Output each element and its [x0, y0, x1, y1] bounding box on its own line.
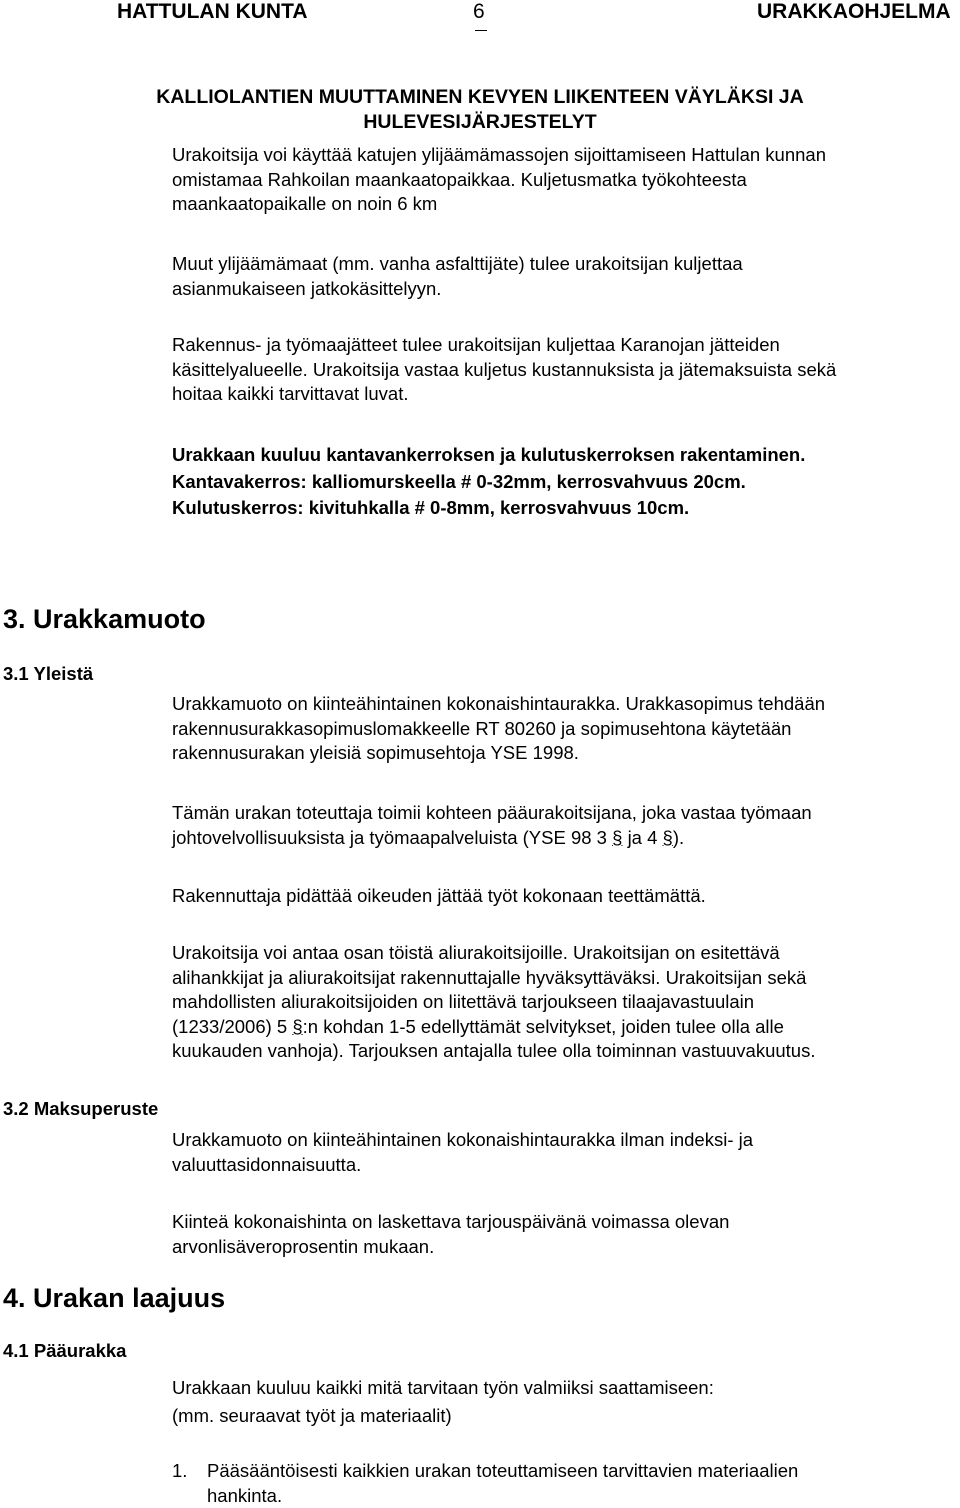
- text-segment: ja 4: [627, 826, 658, 848]
- text-line: maankaatopaikalle on noin 6 km: [172, 193, 438, 215]
- section-sign: §: [612, 826, 623, 848]
- page-number-underline: [475, 30, 487, 31]
- section-sign: §: [662, 826, 673, 848]
- text-line: Urakkamuoto on kiinteähintainen kokonaishintaurakka ilman indeksi- ja: [172, 1129, 754, 1150]
- text-line: valuuttasidonnaisuutta.: [172, 1153, 362, 1175]
- text-line: Kantavakerros: kalliomurskeella # 0-32mm, kerrosvahvuus 20cm.: [172, 470, 746, 492]
- page-number: 6: [473, 0, 485, 23]
- section-sign: §: [292, 1015, 303, 1037]
- paragraph-payment-basis: [172, 1128, 753, 1177]
- text-line: mahdollisten aliurakoitsijoiden on liitettävä tarjoukseen tilaajavastuulain: [172, 991, 755, 1013]
- text-line: käsittelyalueelle. Urakoitsija vastaa kuljetus kustannuksista ja jätemaksuista sekä: [172, 358, 837, 380]
- text-line: kuukauden vanhoja). Tarjouksen antajalla tulee olla toiminnan vastuuvakuutus.: [172, 1040, 816, 1062]
- text-line: Kiinteä kokonaishinta on laskettava tarjouspäivänä voimassa olevan: [172, 1211, 730, 1232]
- text-line: rakennusurakkasopimuslomakkeelle RT 80260 ja sopimusehtona käytetään: [172, 717, 792, 739]
- text-line: Rakennus- ja työmaajätteet tulee urakoitsijan kuljettaa Karanojan jätteiden: [172, 334, 780, 355]
- list-item-number: 1.: [172, 1460, 188, 1481]
- text-segment: johtovelvollisuuksista ja työmaapalveluista (YSE 98 3: [172, 826, 607, 848]
- header-left: HATTULAN KUNTA: [117, 0, 308, 23]
- text-line: Tämän urakan toteuttaja toimii kohteen pääurakoitsijana, joka vastaa työmaan: [172, 802, 812, 823]
- heading-section-3-1: 3.1 Yleistä: [3, 663, 94, 684]
- list-item: [207, 1459, 798, 1508]
- heading-section-3-2: 3.2 Maksuperuste: [3, 1098, 159, 1119]
- text-segment: ).: [672, 826, 685, 848]
- text-segment: :n kohdan 1-5 edellyttämät selvitykset, joiden tulee olla alle: [302, 1015, 784, 1037]
- document-title-line1: KALLIOLANTIEN MUUTTAMINEN KEVYEN LIIKENTEEN VÄYLÄKSI JA: [156, 86, 804, 108]
- text-line: rakennusurakan yleisiä sopimusehtoja YSE 1998.: [172, 742, 579, 764]
- text-line: [172, 826, 812, 851]
- text-line: Urakkaan kuuluu kaikki mitä tarvitaan työn valmiiksi saattamiseen:: [172, 1377, 714, 1398]
- text-line: Muut ylijäämämaat (mm. vanha asfalttijäte) tulee urakoitsijan kuljettaa: [172, 253, 743, 274]
- text-line: Urakkaan kuuluu kantavankerroksen ja kulutuskerroksen rakentaminen.: [172, 444, 806, 465]
- header-right: URAKKAOHJELMA: [757, 0, 951, 23]
- paragraph-vat: [172, 1210, 729, 1259]
- text-line: hankinta.: [207, 1484, 283, 1506]
- heading-section-4: 4. Urakan laajuus: [3, 1283, 226, 1313]
- heading-section-3: 3. Urakkamuoto: [3, 604, 206, 634]
- paragraph-construction-waste: [172, 333, 836, 407]
- paragraph-subcontractors: [172, 941, 815, 1064]
- text-line: Pääsääntöisesti kaikkien urakan toteuttamiseen tarvittavien materiaalien: [207, 1460, 799, 1481]
- heading-section-4-1: 4.1 Pääurakka: [3, 1340, 127, 1361]
- document-title-line2: HULEVESIJÄRJESTELYT: [363, 111, 597, 133]
- paragraph-layers: [172, 442, 805, 522]
- text-line: asianmukaiseen jatkokäsittelyyn.: [172, 277, 442, 299]
- text-line: Urakkamuoto on kiinteähintainen kokonaishintaurakka. Urakkasopimus tehdään: [172, 693, 826, 714]
- text-line: arvonlisäveroprosentin mukaan.: [172, 1235, 435, 1257]
- text-segment: (1233/2006) 5: [172, 1015, 288, 1037]
- text-line: Urakoitsija voi antaa osan töistä aliurakoitsijoille. Urakoitsijan on esitettävä: [172, 942, 780, 963]
- text-line: alihankkijat ja aliurakoitsijat rakennuttajalle hyväksyttäväksi. Urakoitsijan sekä: [172, 966, 807, 988]
- paragraph-scope: [172, 1374, 714, 1430]
- paragraph-surplus-soil: [172, 252, 743, 301]
- text-line: hoitaa kaikki tarvittavat luvat.: [172, 383, 409, 405]
- paragraph-main-contractor: [172, 801, 812, 850]
- paragraph-client-rights: [172, 884, 706, 909]
- text-line: omistamaa Rahkoilan maankaatopaikkaa. Kuljetusmatka työkohteesta: [172, 168, 747, 190]
- text-line: [172, 1015, 815, 1040]
- text-line: Kulutuskerros: kivituhkalla # 0-8mm, kerrosvahvuus 10cm.: [172, 497, 690, 518]
- paragraph-soil-disposal: [172, 143, 826, 217]
- paragraph-contract-type: [172, 692, 825, 766]
- text-line: Rakennuttaja pidättää oikeuden jättää työt kokonaan teettämättä.: [172, 885, 706, 906]
- text-line: Urakoitsija voi käyttää katujen ylijäämämassojen sijoittamiseen Hattulan kunnan: [172, 144, 826, 165]
- text-line: (mm. seuraavat työt ja materiaalit): [172, 1405, 452, 1426]
